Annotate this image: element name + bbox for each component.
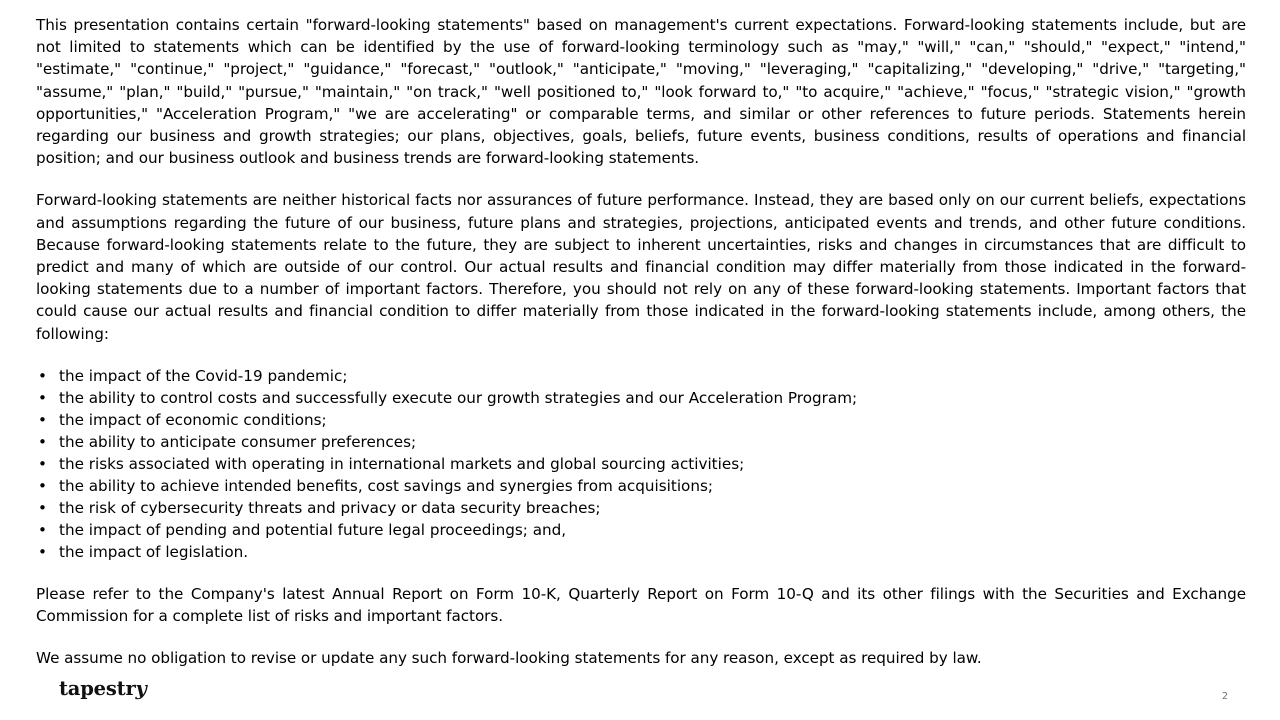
- risk-factors-list: [36, 365, 1246, 563]
- tapestry-logo: [59, 678, 147, 700]
- list-item: [36, 453, 1246, 475]
- paragraph-forward-looking-definition: This presentation contains certain "forward-looking statements" based on management's current expectations. Forward-looking statements include, but are not limited to statements which can be identified by the use of forward-looking terminology such as "may," "will," "can," "should," "expect," "intend," "estimate," "continue," "project," "guidance," "forecast," "outlook," "anticipate," "moving," "leveraging," "capitalizing," "developing," "drive," "targeting," "assume," "plan," "build," "pursue," "maintain," "on track," "well positioned to," "look forward to," "to acquire," "achieve," "focus," "strategic vision," "growth opportunities," "Acceleration Program," "we are accelerating" or comparable terms, and similar or other references to future periods. Statements herein regarding our business and growth strategies; our plans, objectives, goals, beliefs, future events, business conditions, results of operations and financial position; and our business outlook and business trends are forward-looking statements.: [36, 16, 1246, 168]
- list-item: [36, 409, 1246, 431]
- list-item-label: the impact of the Covid-19 pandemic;: [59, 366, 348, 385]
- bullet-icon: •: [38, 388, 47, 407]
- tapestry-logo-stem: tapestr: [59, 677, 136, 700]
- list-item: [36, 541, 1246, 563]
- list-item: [36, 475, 1246, 497]
- paragraph-sec-filings-reference: Please refer to the Company's latest Annual Report on Form 10-K, Quarterly Report on Form 10-Q and its other filings with the Securities and Exchange Commission for a complete list of risks and important factors.: [36, 584, 1246, 626]
- list-item-label: the risks associated with operating in international markets and global sourcing activities;: [59, 454, 745, 473]
- list-item: [36, 497, 1246, 519]
- paragraph-spacer-1: [36, 169, 1246, 189]
- bullet-icon: •: [38, 542, 47, 561]
- bullet-icon: •: [38, 454, 47, 473]
- slide-body: [36, 14, 1246, 669]
- list-item-label: the ability to control costs and successfully execute our growth strategies and our Acceleration Program;: [59, 388, 858, 407]
- paragraph-no-obligation-to-update: We assume no obligation to revise or update any such forward-looking statements for any reason, except as required by law.: [36, 649, 982, 668]
- bullet-icon: •: [38, 410, 47, 429]
- list-item-label: the impact of legislation.: [59, 542, 249, 561]
- list-item-label: the ability to achieve intended benefits, cost savings and synergies from acquisitions;: [59, 476, 714, 495]
- bullet-icon: •: [38, 366, 47, 385]
- list-item: [36, 519, 1246, 541]
- list-spacer-top: [36, 345, 1246, 365]
- paragraph-spacer-2: [36, 627, 1246, 647]
- list-item: [36, 365, 1246, 387]
- list-item: [36, 387, 1246, 409]
- list-item-label: the impact of pending and potential future legal proceedings; and,: [59, 520, 567, 539]
- bullet-icon: •: [38, 476, 47, 495]
- list-item: [36, 431, 1246, 453]
- list-item-label: the risk of cybersecurity threats and privacy or data security breaches;: [59, 498, 601, 517]
- list-spacer-bottom: [36, 563, 1246, 583]
- page-number: 2: [1222, 691, 1229, 702]
- bullet-icon: •: [38, 432, 47, 451]
- paragraph-risks-and-uncertainties: Forward-looking statements are neither historical facts nor assurances of future performance. Instead, they are based only on our current beliefs, expectations and assumptions regarding the future of our business, future plans and strategies, projections, anticipated events and trends, and other future conditions. Because forward-looking statements relate to the future, they are subject to inherent uncertainties, risks and changes in circumstances that are difficult to predict and many of which are outside of our control. Our actual results and financial condition may differ materially from those indicated in the forward-looking statements due to a number of important factors. Therefore, you should not rely on any of these forward-looking statements. Important factors that could cause our actual results and financial condition to differ materially from those indicated in the forward-looking statements include, among others, the following:: [36, 191, 1246, 343]
- tapestry-logo-swash-y: y: [135, 677, 147, 700]
- bullet-icon: •: [38, 498, 47, 517]
- bullet-icon: •: [38, 520, 47, 539]
- list-item-label: the impact of economic conditions;: [59, 410, 327, 429]
- list-item-label: the ability to anticipate consumer preferences;: [59, 432, 417, 451]
